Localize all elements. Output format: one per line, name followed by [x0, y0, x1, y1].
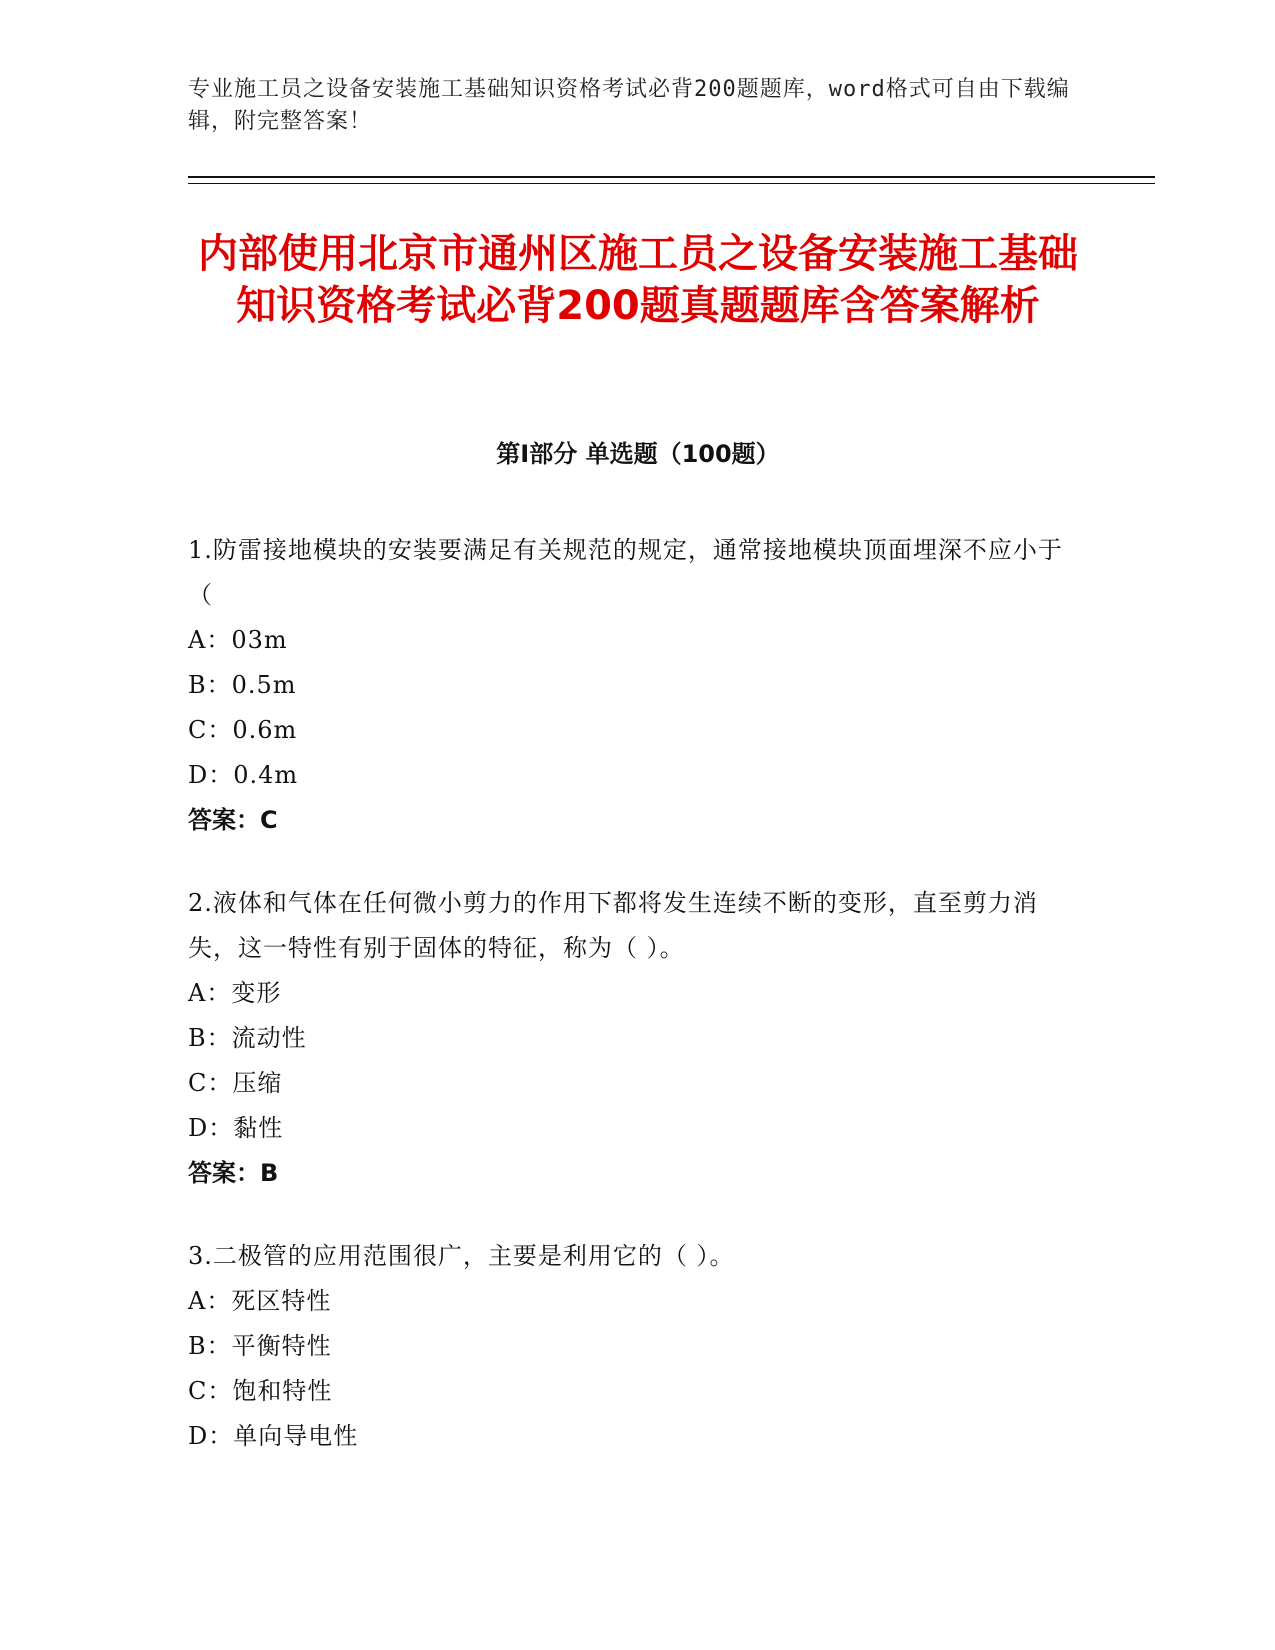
- answer: 答案：C: [188, 806, 278, 834]
- option-c: C：0.6m: [188, 716, 298, 744]
- option-d: D：单向导电性: [188, 1422, 359, 1450]
- question-stem: 3.二极管的应用范围很广，主要是利用它的（ ）。: [188, 1242, 735, 1270]
- header-rule-thin: [188, 183, 1155, 184]
- question-3: [188, 1234, 1068, 1459]
- document-title: 内部使用北京市通州区施工员之设备安装施工基础知识资格考试必背200题真题题库含答案解析: [198, 231, 1078, 329]
- option-d: D：0.4m: [188, 761, 299, 789]
- header-rule-thick: [188, 176, 1155, 178]
- option-c: C：饱和特性: [188, 1377, 333, 1405]
- header-note: 专业施工员之设备安装施工基础知识资格考试必背200题题库，word格式可自由下载编辑，附完整答案！: [188, 77, 1070, 134]
- option-c: C：压缩: [188, 1069, 283, 1097]
- option-a: A：变形: [188, 979, 282, 1007]
- option-b: B：流动性: [188, 1024, 307, 1052]
- question-1: [188, 528, 1068, 843]
- option-a: A：03m: [188, 626, 288, 654]
- question-stem: 1.防雷接地模块的安装要满足有关规范的规定，通常接地模块顶面埋深不应小于（: [188, 536, 1063, 609]
- section-heading: 第Ⅰ部分 单选题（100题）: [496, 440, 780, 468]
- option-d: D：黏性: [188, 1114, 284, 1142]
- question-list: [188, 528, 1068, 1497]
- option-b: B：0.5m: [188, 671, 297, 699]
- question-stem: 2.液体和气体在任何微小剪力的作用下都将发生连续不断的变形，直至剪力消失，这一特性有别于固体的特征，称为（ ）。: [188, 889, 1038, 962]
- question-2: [188, 881, 1068, 1196]
- option-b: B：平衡特性: [188, 1332, 332, 1360]
- option-a: A：死区特性: [188, 1287, 332, 1315]
- answer: 答案：B: [188, 1159, 279, 1187]
